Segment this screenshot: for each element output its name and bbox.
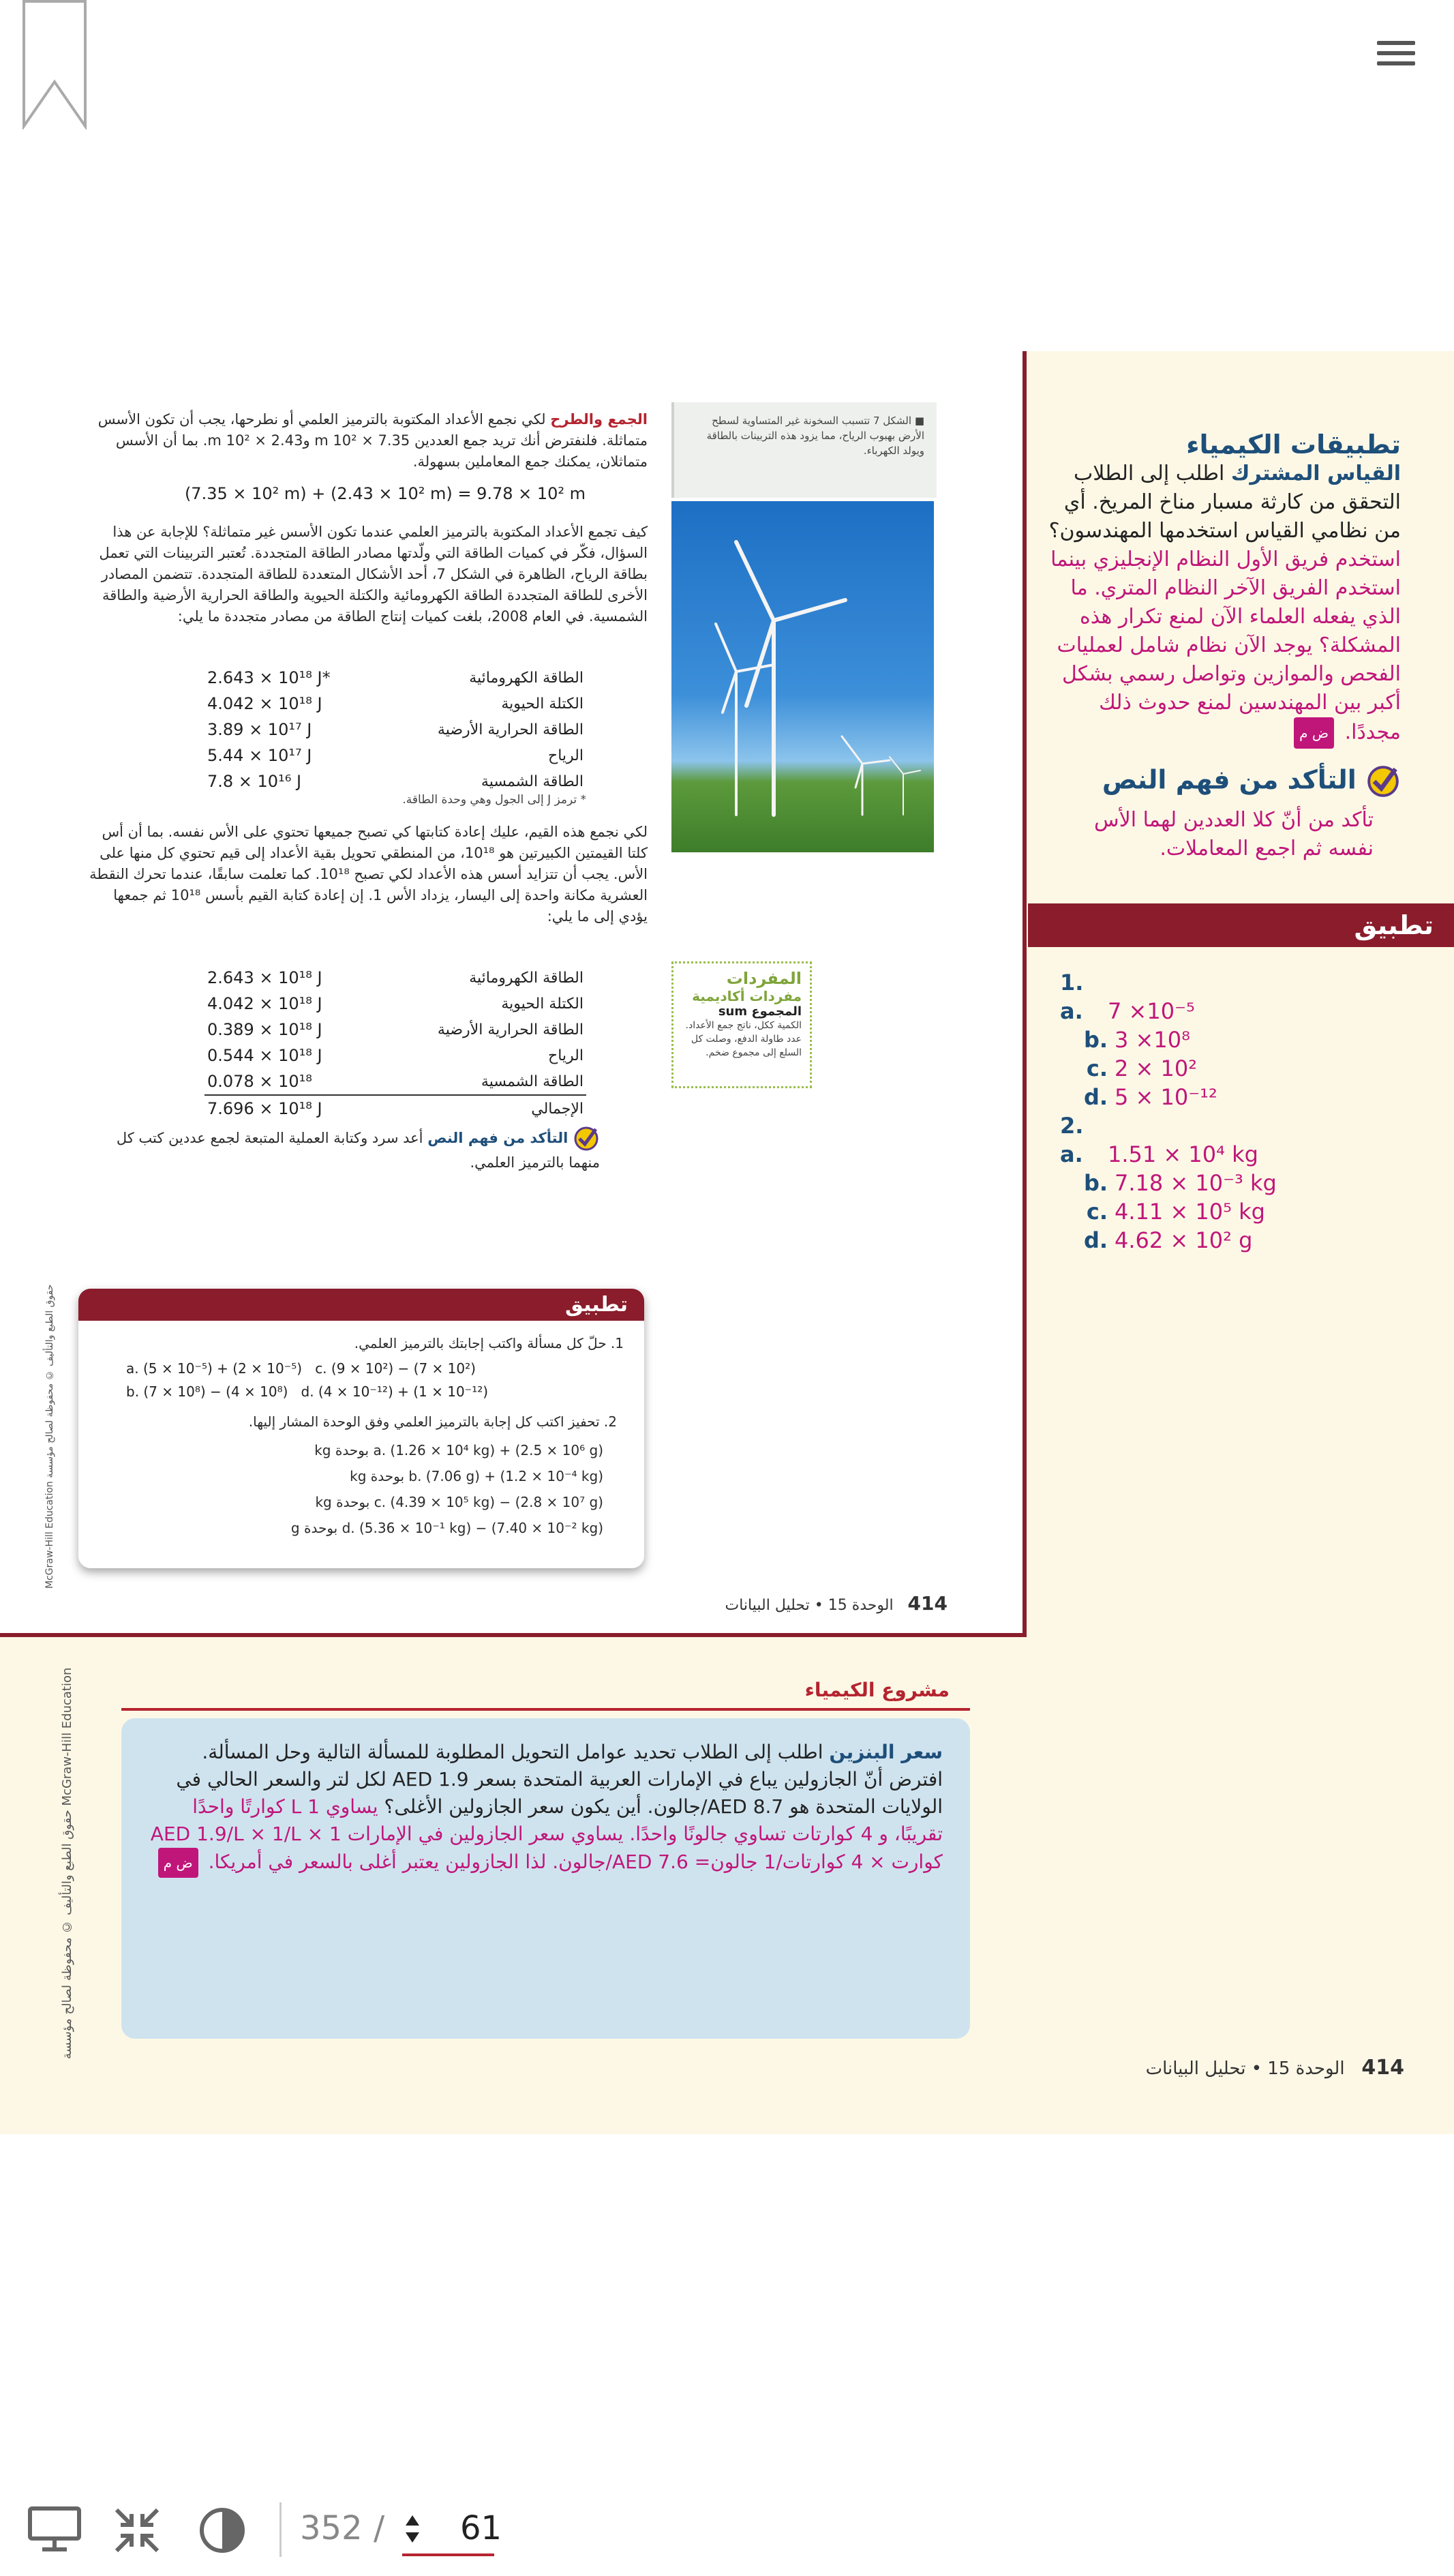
energy-value: 0.078 × 10¹⁸ <box>207 1072 312 1091</box>
teacher-page-number: 414 <box>1361 2056 1404 2080</box>
footer-text: الوحدة 15 • تحليل البيانات <box>725 1597 894 1614</box>
page-number: 414 <box>907 1592 948 1615</box>
project-content <box>121 1718 970 1898</box>
energy-value: 4.042 × 10¹⁸ J <box>207 694 322 713</box>
practice-q1-items <box>126 1357 488 1403</box>
energy-name: الرياح <box>548 747 584 764</box>
checkmark-icon <box>1365 764 1401 799</box>
equation: (7.35 × 10² m) + (2.43 × 10² m) = 9.78 × 10² m <box>184 484 586 503</box>
practice-banner: تطبيق <box>1028 903 1454 947</box>
energy-value: 2.643 × 10¹⁸ J <box>207 968 322 987</box>
add-sub-paragraph <box>89 409 648 473</box>
q2-item-d: d. (5.36 × 10⁻¹ kg) − (7.40 × 10⁻² kg) بوحدة g <box>290 1520 603 1536</box>
publisher-vertical-text: McGraw-Hill Education حقوق الطبع والتأليف © محفوظة لصالح مؤسسة <box>44 1284 55 1589</box>
table-row <box>205 1068 586 1095</box>
table-row <box>205 665 586 691</box>
teacher-publisher-vertical-text: حقوق الطبع والتأليف © محفوظة لصالح مؤسسة McGraw-Hill Education <box>60 1667 74 2059</box>
reading-check <box>109 1125 600 1173</box>
checkmark-icon <box>573 1125 600 1152</box>
current-page-number: 352 <box>300 2509 363 2547</box>
apps-title: تطبيقات الكيمياء <box>1186 430 1401 460</box>
energy-total-label: الإجمالي <box>531 1100 584 1118</box>
q1-item-b: b. (7 × 10⁸) − (4 × 10⁸) <box>126 1383 288 1400</box>
energy-value: 4.042 × 10¹⁸ J <box>207 994 322 1013</box>
project-bold: سعر البنزين <box>829 1741 943 1763</box>
figure-caption: ■ الشكل 7 تتسبب السخونة غير المتساوية لسطح الأرض بهبوب الرياح، مما يزود هذه التربينات بالطاقة ويولد الكهرباء. <box>706 415 924 457</box>
q2-item-b: b. (7.06 g) + (1.2 × 10⁻⁴ kg) بوحدة kg <box>350 1468 603 1484</box>
energy-name: الطاقة الحرارية الأرضية <box>437 1021 584 1038</box>
energy-value: 2.643 × 10¹⁸ J* <box>207 668 331 687</box>
project-title: مشروع الكيمياء <box>804 1679 950 1701</box>
energy-name: الكتلة الحيوية <box>501 695 584 713</box>
apps-section <box>1043 430 1401 749</box>
energy-name: الطاقة الحرارية الأرضية <box>437 721 584 738</box>
answer-item: d. 5 × 10⁻¹² <box>1083 1084 1217 1110</box>
practice-q2: 2. تحفيز اكتب كل إجابة بالترميز العلمي وفق الوحدة المشار إليها. <box>248 1413 617 1430</box>
energy-value: 7.8 × 10¹⁶ J <box>207 772 302 791</box>
table-row <box>205 717 586 743</box>
energy-name: الطاقة الكهرومائية <box>469 669 584 687</box>
wind-turbines-photo <box>671 501 934 852</box>
toolbar-divider <box>279 2502 282 2557</box>
page-footer <box>654 1592 948 1615</box>
practice-q1: 1. حلّ كل مسألة واكتب إجابتك بالترميز العلمي. <box>354 1335 624 1351</box>
stepper-icon[interactable] <box>402 2508 423 2549</box>
page-separator: / <box>374 2509 385 2547</box>
energy-name: الرياح <box>548 1047 584 1064</box>
teacher-footer-text: الوحدة 15 • تحليل البيانات <box>1145 2058 1345 2079</box>
project-box <box>121 1718 970 2039</box>
energy-name: الكتلة الحيوية <box>501 995 584 1013</box>
table-row <box>205 991 586 1017</box>
energy-name: الطاقة الشمسية <box>481 773 584 790</box>
add-sub-text: لكي نجمع الأعداد المكتوبة بالترميز العلمي أو نطرحها، يجب أن تكون الأسس متماثلة. فلنفترض أنك تريد جمع العددين 7.35 × 10² m و2.43 × 10² m. بما أن الأسس متماثلان، يمكنك جمع المعاملين بسهولة. <box>97 411 648 470</box>
energy-value: 0.544 × 10¹⁸ J <box>207 1046 322 1065</box>
energy-total-value: 7.696 × 10¹⁸ J <box>207 1099 322 1118</box>
menu-icon[interactable] <box>1377 41 1415 71</box>
answer-item: c. 2 × 10² <box>1086 1055 1198 1081</box>
energy-value: 3.89 × 10¹⁷ J <box>207 720 312 739</box>
project-text: اطلب إلى الطلاب تحديد عوامل التحويل المطلوبة للمسألة التالية وحل المسألة. افترض أنّ الجازولين يباع في الإمارات العربية المتحدة بسعر AED 1.9 لكل لتر والسعر الحالي في الولايات المتحدة هو AED 8.7/جالون. أين يكون سعر الجازولين الأغلى؟ <box>176 1741 943 1818</box>
check-title: التأكد من فهم النص <box>1102 764 1357 795</box>
check-section <box>1043 764 1401 863</box>
practice-card <box>78 1289 644 1568</box>
answer-item: d. 4.62 × 10² g <box>1083 1227 1253 1253</box>
project-tag: ض م <box>158 1848 198 1878</box>
vocabulary-box <box>671 961 812 1088</box>
answer-item: c. 4.11 × 10⁵ kg <box>1086 1199 1265 1225</box>
vocab-subtitle: مفردات أكاديمية <box>692 988 802 1004</box>
paragraph-2: كيف تجمع الأعداد المكتوبة بالترميز العلمي عندما تكون الأسس غير متماثلة؟ للإجابة عن هذا السؤال، فكّر في كميات الطاقة التي ولّدتها مصادر الطاقة المتجددة. تُعتبر التربينات التي تعمل بطاقة الرياح، الظاهرة في الشكل 7، أحد الأشكال المتعددة للطاقة المتجددة. تتضمن المصادر الأخرى للطاقة المتجددة الطاقة الكهرومائية والكتلة الحيوية والطاقة الحرارية الأرضية والطاقة الشمسية. في العام 2008، بلغت كميات إنتاج الطاقة من مصادر متجددة ما يلي: <box>99 524 648 625</box>
energy-table-1 <box>205 665 586 794</box>
answer-item: 2. a. 1.51 × 10⁴ kg <box>1060 1113 1258 1167</box>
wind-turbines-illustration <box>671 501 934 852</box>
page-input[interactable] <box>402 2506 502 2556</box>
table-row <box>205 965 586 991</box>
table-row <box>205 1017 586 1043</box>
monitor-icon[interactable] <box>27 2506 82 2552</box>
contrast-icon[interactable] <box>198 2506 247 2555</box>
table-footnote: * ترمز J إلى الجول وهي وحدة الطاقة. <box>402 793 586 807</box>
add-sub-heading: الجمع والطرح <box>550 411 648 428</box>
answer-list <box>1060 968 1387 1255</box>
answer-item: b. 7.18 × 10⁻³ kg <box>1083 1170 1277 1196</box>
vocab-definition: الكمية ككل، ناتج جمع الأعداد. عدد طاولة الدفع، وصلت كل السلع إلى مجموع ضخم. <box>685 1020 802 1058</box>
q1-item-d: d. (4 × 10⁻¹²) + (1 × 10⁻¹²) <box>301 1383 489 1400</box>
q1-item-c: c. (9 × 10²) − (7 × 10²) <box>315 1360 476 1377</box>
reading-check-label: التأكد من فهم النص <box>427 1130 569 1146</box>
answer-item: b. 3 ×10⁸ <box>1083 1027 1190 1053</box>
apps-tag: ض م <box>1294 717 1334 749</box>
project-divider <box>121 1708 970 1711</box>
energy-name: الطاقة الشمسية <box>481 1073 584 1090</box>
bookmark-icon[interactable] <box>20 0 89 130</box>
paragraph-3: لكي نجمع هذه القيم، عليك إعادة كتابتها كي تصبح جميعها تحتوي على الأس نفسه. بما أن أس كلتا القيمتين الكبيرتين هو 10¹⁸، من المنطقي تحويل بقية الأعداد إلى قيم تحتوي كل منها على الأس. يجب أن تتزايد أسس هذه الأعداد لكي تصبح 10¹⁸. كما تعلمت سابقًا، عندما تحرك النقطة العشرية مكانة واحدة إلى اليسار، يزداد الأس 1. إن إعادة كتابة القيم بأسس 10¹⁸ ثم جمعها يؤدي إلى ما يلي: <box>89 824 648 925</box>
project-answer: يساوي 1 L كوارتًا واحدًا تقريبًا، و 4 كوارتات تساوي جالونًا واحدًا. يساوي سعر الجازولين في الإمارات 1 × AED 1.9/L × 1/L كوارت × 4 كوارتات/1 جالون= AED 7.6/جالون. لذا الجازولين يعتبر أغلى بالسعر في أمريكا. <box>150 1795 943 1873</box>
collapse-icon[interactable] <box>112 2506 162 2555</box>
reading-check-text: أعد سرد وكتابة العملية المتبعة لجمع عددين كتب كل منهما بالترميز العلمي. <box>116 1130 600 1171</box>
bottom-toolbar <box>0 2482 1454 2576</box>
answer-item: 1. a. 7 ×10⁻⁵ <box>1060 970 1195 1024</box>
energy-value: 5.44 × 10¹⁷ J <box>207 746 312 765</box>
table-row <box>205 743 586 768</box>
vocab-title: المفردات <box>726 969 802 988</box>
table-row <box>205 691 586 717</box>
q1-item-a: a. (5 × 10⁻⁵) + (2 × 10⁻⁵) <box>126 1360 303 1377</box>
energy-value: 0.389 × 10¹⁸ J <box>207 1020 322 1039</box>
check-text: تأكد من أنّ كلا العددين لهما الأس نفسه ثم اجمع المعاملات. <box>1094 808 1374 860</box>
q2-item-c: c. (4.39 × 10⁵ kg) − (2.8 × 10⁷ g) بوحدة kg <box>315 1494 603 1510</box>
apps-text: اطلب إلى الطلاب التحقق من كارثة مسبار مناخ المريخ. أي من نظامي القياس استخدمها المهندسون؟ <box>1048 462 1401 543</box>
apps-bold: القياس المشترك <box>1230 462 1401 485</box>
practice-q2-items <box>222 1437 603 1541</box>
vocab-term: المجموع sum <box>718 1004 802 1019</box>
practice-card-title: تطبيق <box>78 1289 644 1321</box>
page-input-value: 61 <box>460 2509 502 2547</box>
table-row <box>205 1043 586 1068</box>
teacher-page-footer <box>954 2056 1404 2080</box>
figure-caption-box <box>671 402 937 498</box>
energy-name: الطاقة الكهرومائية <box>469 969 584 987</box>
energy-table-2 <box>205 965 586 1122</box>
apps-answer: استخدم فريق الأول النظام الإنجليزي بينما استخدم الفريق الآخر النظام المتري. ما الذي يفعله العلماء الآن لمنع تكرار هذه المشكلة؟ يوجد الآن نظام شامل لعمليات الفحص والموازين وتواصل رسمي بشكل أكبر بين المهندسين لمنع حدوث ذلك مجددًا. <box>1050 548 1401 745</box>
table-row-total <box>205 1095 586 1122</box>
q2-item-a: a. (1.26 × 10⁴ kg) + (2.5 × 10⁶ g) بوحدة kg <box>314 1442 603 1458</box>
